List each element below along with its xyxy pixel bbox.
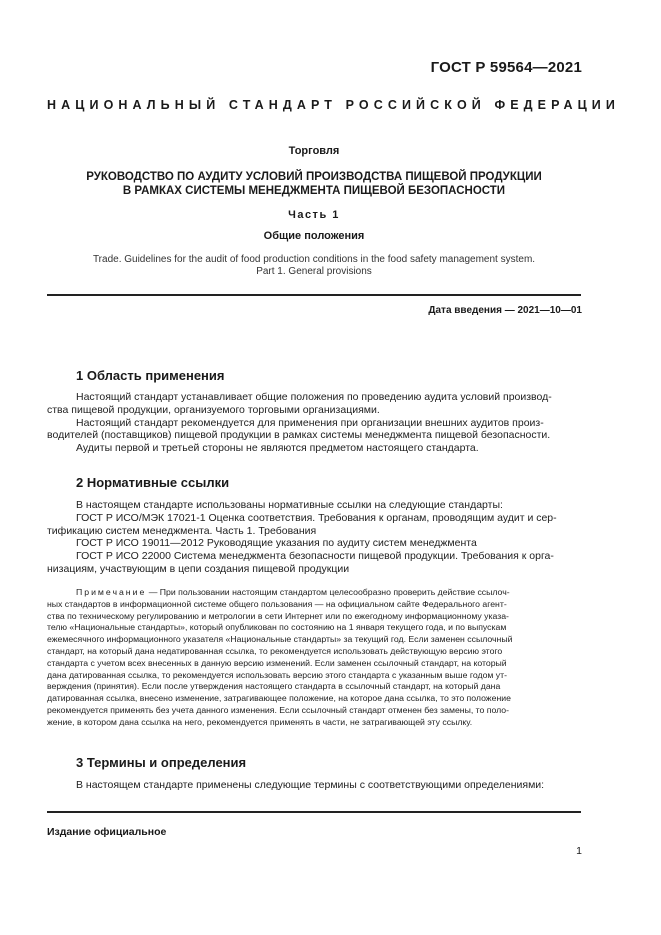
note-line: стандарта с учетом всех внесенных в данную версию изменений. Если заменен ссылочный стандарт, на который: [47, 657, 507, 668]
section-3-heading: 3 Термины и определения: [76, 755, 247, 770]
note-line: дана датированная ссылка, то рекомендуется использовать версию этого стандарта с указанным выше годом ут-: [47, 669, 508, 680]
effective-date: Дата введения — 2021—10—01: [428, 305, 582, 316]
document-title: [47, 170, 581, 198]
edition-label: Издание официальное: [47, 826, 167, 838]
national-standard-heading: НАЦИОНАЛЬНЫЙ СТАНДАРТ РОССИЙСКОЙ ФЕДЕРАЦИИ: [47, 98, 620, 112]
paragraph-line: Настоящий стандарт устанавливает общие положения по проведению аудита условий производ-: [76, 391, 552, 403]
reference-line: низациям, участвующим в цепи создания пищевой продукции: [47, 562, 350, 575]
note-line: ных стандартов в информационной системе общего пользования — на официальном сайте Федерального агент-: [47, 598, 507, 609]
paragraph-line: Аудиты первой и третьей стороны не являются предметом настоящего стандарта.: [76, 442, 479, 455]
section-2-note: [47, 587, 581, 729]
reference-line: ГОСТ Р ИСО 19011—2012 Руководящие указания по аудиту систем менеджмента: [76, 537, 477, 550]
note-line: [47, 587, 581, 599]
section-3-body: [47, 779, 581, 792]
section-2-heading: 2 Нормативные ссылки: [76, 475, 230, 490]
part-title: Общие положения: [263, 230, 365, 242]
paragraph-line: водителей (поставщиков) пищевой продукции в рамках системы менеджмента пищевой безопасности.: [47, 429, 551, 442]
reference-line: ГОСТ Р ИСО/МЭК 17021-1 Оценка соответствия. Требования к органам, проводящим аудит и сер-: [76, 511, 557, 524]
section-1-body: [47, 391, 581, 455]
paragraph-line: В настоящем стандарте применены следующие термины с соответствующими определениями:: [76, 779, 545, 791]
section-1-heading: 1 Область применения: [76, 368, 225, 383]
note-line: рекомендуется применять без учета данного изменения. Если ссылочный стандарт отменен без замены, то поло-: [47, 704, 510, 715]
paragraph-line: В настоящем стандарте использованы нормативные ссылки на следующие стандарты:: [76, 499, 503, 511]
reference-line: ГОСТ Р ИСО 22000 Система менеджмента безопасности пищевой продукции. Требования к орга-: [76, 550, 554, 563]
paragraph-line: ства пищевой продукции, организуемого торговыми организациями.: [47, 403, 380, 416]
english-title-line: Trade. Guidelines for the audit of food production conditions in the food safety management system.: [92, 254, 536, 265]
document-title-line: РУКОВОДСТВО ПО АУДИТУ УСЛОВИЙ ПРОИЗВОДСТВА ПИЩЕВОЙ ПРОДУКЦИИ: [86, 171, 542, 183]
note-text: — При пользовании настоящим стандартом целесообразно проверить действие ссылоч-: [146, 587, 510, 597]
document-subject: Торговля: [288, 145, 340, 157]
note-line: стандарт, на который дана недатированная ссылка, то рекомендуется использовать действующую версию этого: [47, 645, 503, 656]
note-line: датированная ссылка, внесено изменение, затрагивающее положение, на которое дана ссылка, то это положение: [47, 693, 511, 704]
document-title-line: В РАМКАХ СИСТЕМЫ МЕНЕДЖМЕНТА ПИЩЕВОЙ БЕЗОПАСНОСТИ: [122, 185, 506, 197]
note-line: верждения (принятия). Если после утверждения настоящего стандарта в ссылочный стандарт, на который дана: [47, 681, 501, 692]
note-label: Примечание: [76, 587, 147, 597]
header-divider: [47, 294, 581, 296]
note-line: ства по техническому регулированию и метрологии в сети Интернет или по ежегодному информационному указа-: [47, 610, 509, 621]
gost-number: ГОСТ Р 59564—2021: [430, 59, 582, 76]
english-title: [47, 254, 581, 278]
part-label: Часть 1: [288, 209, 340, 221]
english-title-line: Part 1. General provisions: [256, 266, 372, 277]
reference-line: тификацию систем менеджмента. Часть 1. Требования: [47, 524, 317, 537]
section-2-body: [47, 499, 581, 576]
page-number: 1: [576, 845, 582, 857]
paragraph-line: Настоящий стандарт рекомендуется для применения при организации внешних аудитов произ-: [76, 416, 544, 429]
note-line: телю «Национальные стандарты», который опубликован по состоянию на 1 января текущего года, и по выпускам: [47, 622, 507, 633]
footer-divider: [47, 811, 581, 813]
note-line: жение, в котором дана ссылка на него, рекомендуется применять в части, не затрагивающей эту ссылку.: [47, 716, 473, 727]
note-line: ежемесячного информационного указателя «Национальные стандарты» за текущий год. Если заменен ссылочный: [47, 634, 513, 645]
